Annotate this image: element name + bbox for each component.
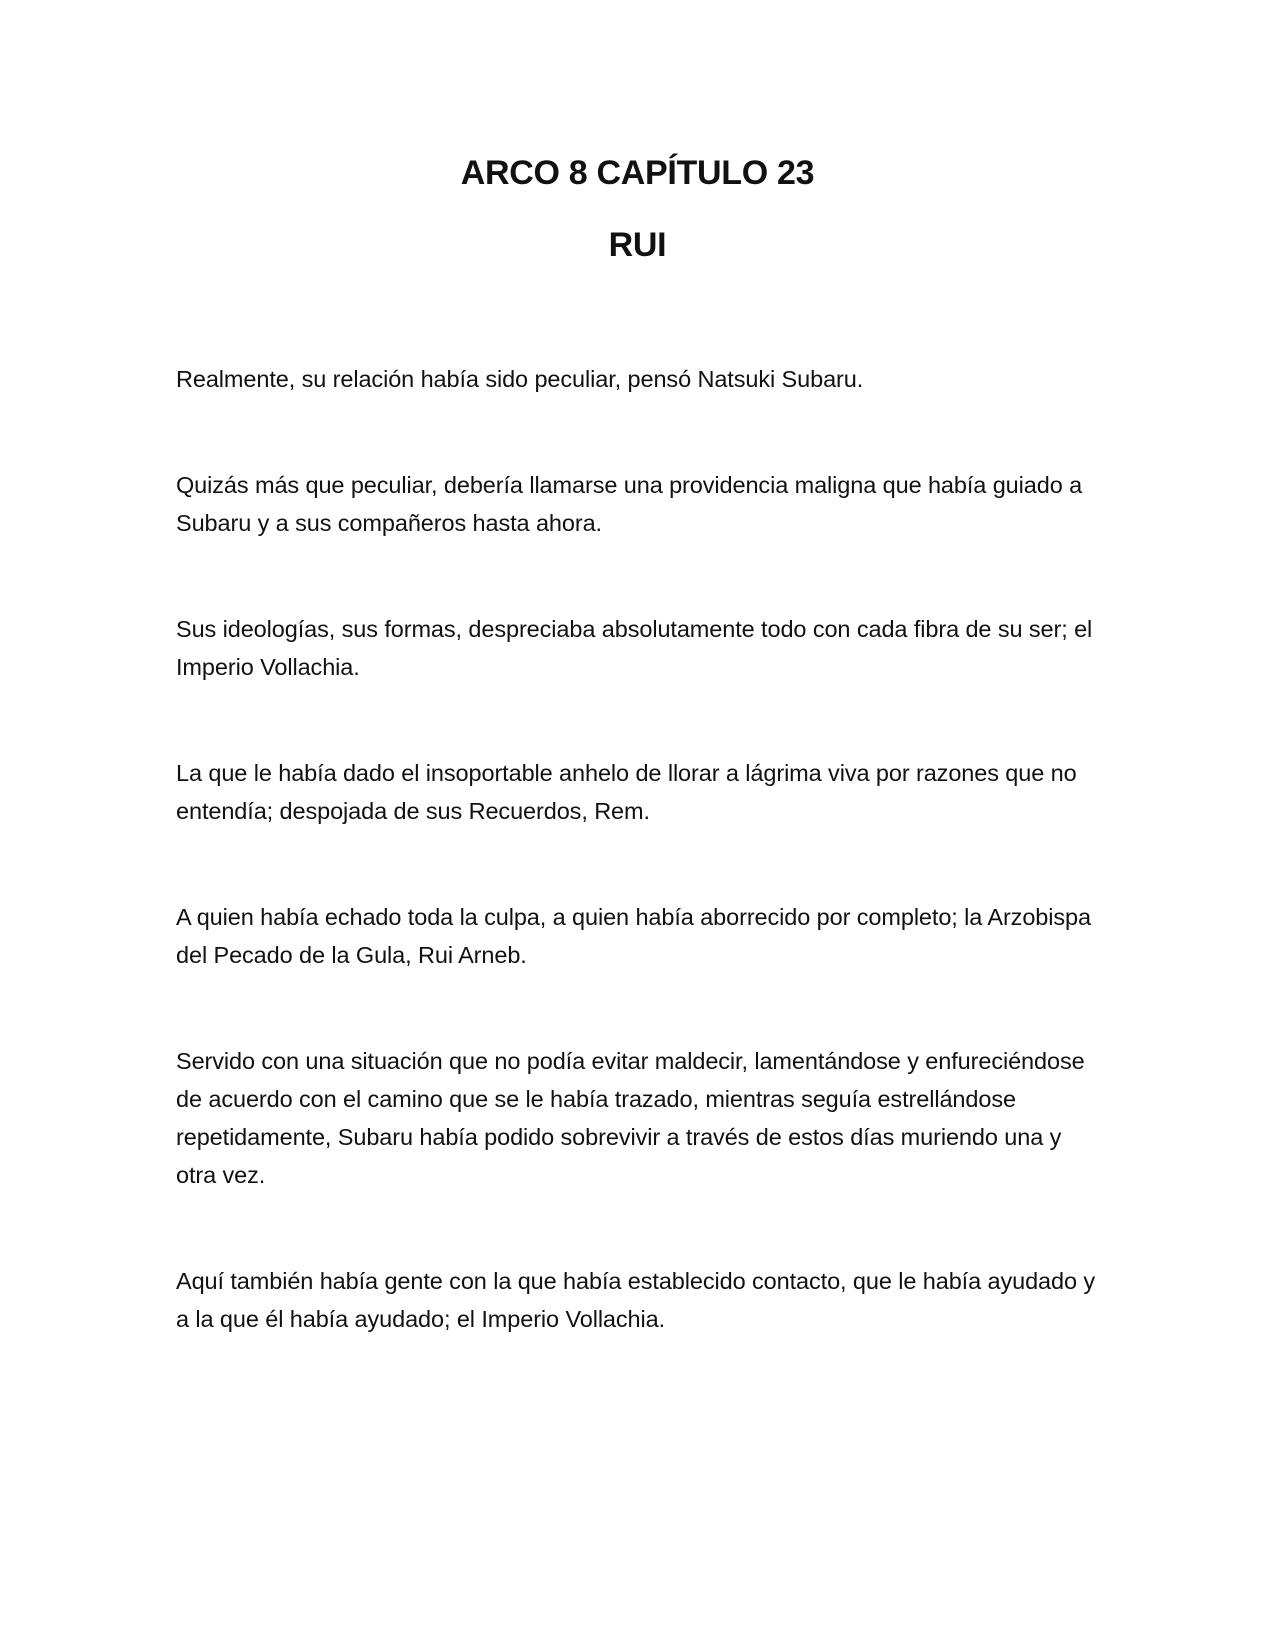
paragraph-6: Servido con una situación que no podía evitar maldecir, lamentándose y enfureciéndose de acuerdo con el camino que se le había trazado, mientras seguía estrellándose repetidamente, Subaru había podido sobrevivir a través de estos días muriendo una y otra vez.	[176, 1048, 1085, 1188]
chapter-subtitle: RUI	[608, 226, 667, 264]
paragraph-3: Sus ideologías, sus formas, despreciaba absolutamente todo con cada fibra de su ser; el Imperio Vollachia.	[176, 616, 1093, 680]
paragraph-7: Aquí también había gente con la que había establecido contacto, que le había ayudado y a la que él había ayudado; el Imperio Vollachia.	[176, 1268, 1096, 1332]
paragraph-4: La que le había dado el insoportable anhelo de llorar a lágrima viva por razones que no entendía; despojada de sus Recuerdos, Rem.	[176, 760, 1077, 824]
paragraph-1: Realmente, su relación había sido peculiar, pensó Natsuki Subaru.	[176, 366, 864, 392]
chapter-body	[176, 360, 1096, 1406]
paragraph-5: A quien había echado toda la culpa, a quien había aborrecido por completo; la Arzobispa del Pecado de la Gula, Rui Arneb.	[176, 904, 1091, 968]
paragraph-2: Quizás más que peculiar, debería llamarse una providencia maligna que había guiado a Subaru y a sus compañeros hasta ahora.	[176, 472, 1083, 536]
chapter-title: ARCO 8 CAPÍTULO 23	[460, 154, 815, 192]
